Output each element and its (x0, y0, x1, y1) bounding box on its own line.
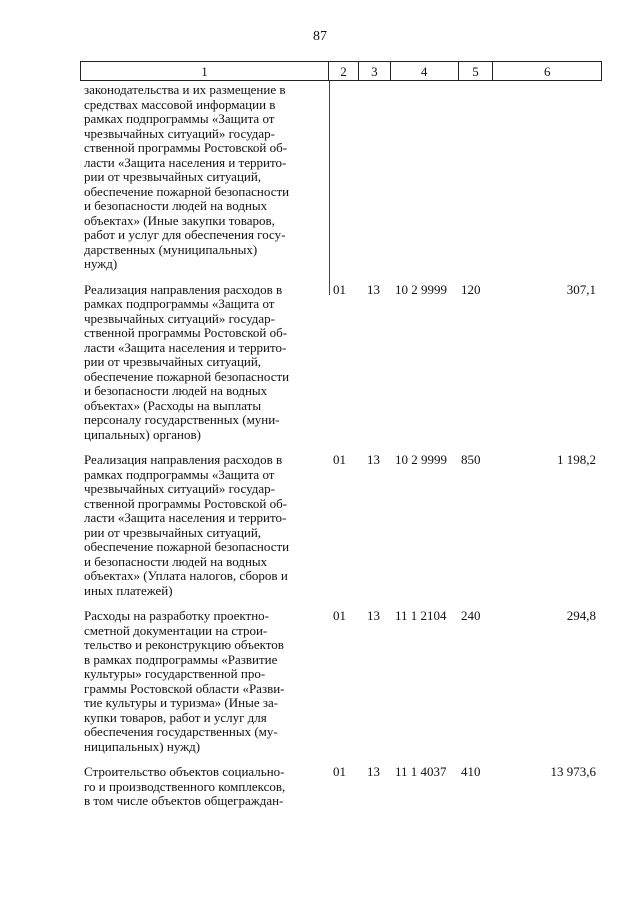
page-number: 87 (313, 29, 327, 44)
row-rz: 01 (333, 608, 346, 623)
row-sum: 1 198,2 (557, 452, 596, 467)
header-col-6: 6 (543, 64, 551, 79)
row-csr (391, 83, 459, 272)
table-row (80, 453, 602, 598)
row-rz: 01 (333, 764, 346, 779)
table-row (80, 609, 602, 754)
row-description: Строительство объектов социально- го и производственного комплексов, в том числе объектов общеграждан- (84, 764, 286, 808)
row-vr: 410 (461, 764, 481, 779)
row-description: Расходы на разработку проектно- сметной документации на строи- тельство и реконструкцию объектов в рамках подпрограммы «Развитие культуры» государственной про- граммы Ростовской области «Разви- тие культуры и туризма» (Иные за- купки товаров, работ и услуг для обеспечения государственных (му- ниципальных) нужд) (84, 608, 285, 754)
table-row (80, 83, 602, 272)
header-col-3: 3 (359, 62, 391, 80)
row-pr: 13 (367, 764, 380, 779)
row-description: Реализация направления расходов в рамках подпрограммы «Защита от чрезвычайных ситуаций» государ- ственной программы Ростовской об- ласти «Защита населения и террито- рии от чрезвычайных ситуаций, обеспечение пожарной безопасности и безопасности людей на водных объектах» (Уплата налогов, сборов и иных платежей) (84, 452, 290, 598)
row-rz (323, 83, 359, 272)
row-sum (494, 83, 602, 272)
row-sum: 294,8 (566, 608, 596, 623)
header-col-5: 5 (459, 62, 494, 80)
row-vr: 850 (461, 452, 481, 467)
row-rz: 01 (333, 281, 346, 297)
row-pr: 13 (367, 452, 380, 467)
table-body (80, 83, 602, 820)
header-col-4: 4 (391, 62, 459, 80)
row-vr (459, 83, 494, 272)
table-row (80, 283, 602, 443)
row-sum: 307,1 (566, 281, 596, 297)
header-col-2: 2 (329, 62, 359, 80)
row-csr: 11 1 2104 (395, 608, 447, 623)
row-vr: 120 (461, 281, 481, 297)
row-pr: 13 (367, 281, 380, 297)
row-csr: 10 2 9999 (395, 281, 447, 297)
row-csr: 11 1 4037 (395, 764, 447, 779)
row-description: Реализация направления расходов в рамках подпрограммы «Защита от чрезвычайных ситуаций» государ- ственной программы Ростовской об- ласти «Защита населения и террито- рии от чрезвычайных ситуаций, обеспечение пожарной безопасности и безопасности людей на водных объектах» (Расходы на выплаты персоналу государственных (муни- ципальных) органов) (84, 281, 290, 442)
row-sum: 13 973,6 (550, 764, 596, 779)
row-description: законодательства и их размещение в средствах массовой информации в рамках подпрограммы «Защита от чрезвычайных ситуаций» государ- ственной программы Ростовской об- ласти «Защита населения и террито- рии от чрезвычайных ситуаций, обеспечение пожарной безопасности и безопасности людей на водных объектах» (Иные закупки товаров, работ и услуг для обеспечения госу- дарственных (муниципальных) нужд) (84, 82, 290, 271)
header-col-1: 1 (81, 62, 329, 80)
table-header (80, 61, 602, 81)
row-pr (359, 83, 391, 272)
table-row (80, 765, 602, 809)
row-rz: 01 (333, 452, 346, 467)
row-pr: 13 (367, 608, 380, 623)
row-vr: 240 (461, 608, 481, 623)
row-csr: 10 2 9999 (395, 452, 447, 467)
